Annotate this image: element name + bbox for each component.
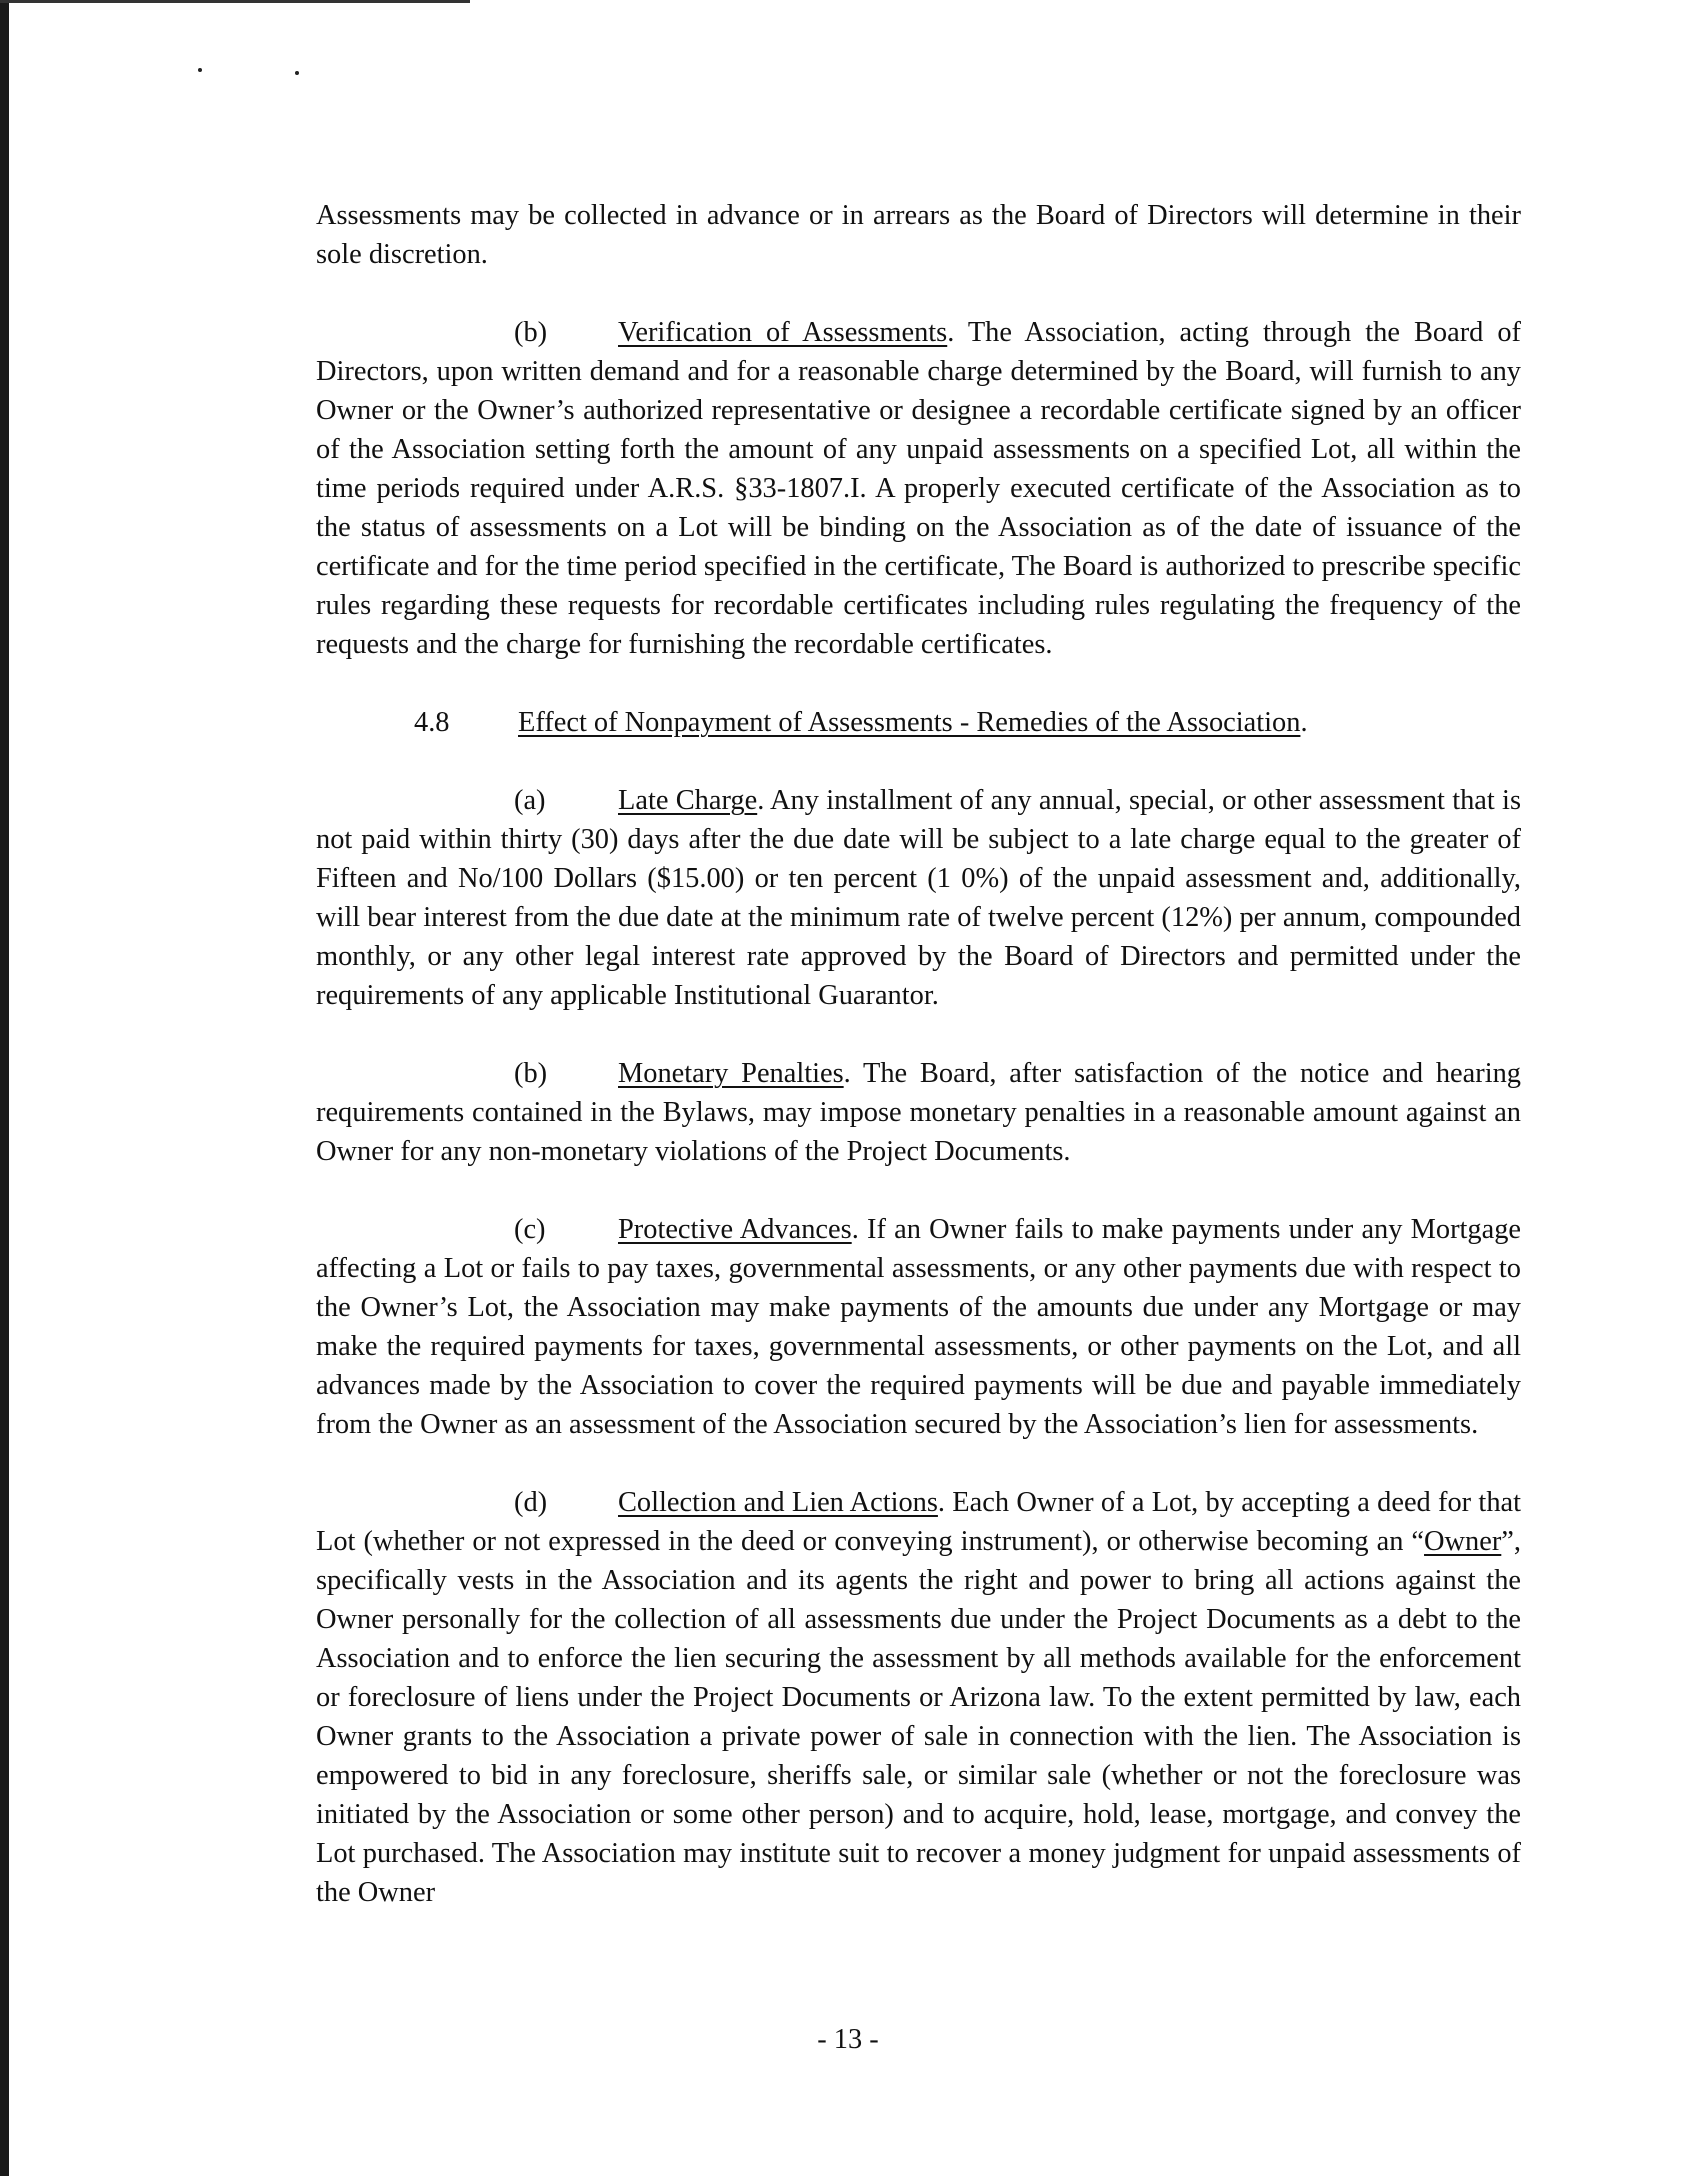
paragraph-number: (b) [514,1058,548,1089]
paragraph-number: (d) [514,1487,548,1518]
collection-lien-paragraph [316,1483,1521,1912]
section-title: Effect of Nonpayment of Assessments - Remedies of the Association [518,707,1301,738]
paragraph-text: . Each Owner of a Lot, by accepting a deed for that Lot (whether or not expressed in the deed or conveying instrument), or otherwise becoming an “ [316,1487,1522,1557]
paragraph-text: . If an Owner fails to make payments under any Mortgage affecting a Lot or fails to pay taxes, governmental assessments, or any other payments due with respect to the Owner’s Lot, the Association may make payments of the amounts due under any Mortgage or may make the required payments for taxes, governmental assessments, or other payments on the Lot, and all advances made by the Association to cover the required payments will be due and payable immediately from the Owner as an assessment of the Association secured by the Association’s lien for assessments. [316,1214,1522,1440]
paragraph-text: . Any installment of any annual, special, or other assessment that is not paid within thirty (30) days after the due date will be subject to a late charge equal to the greater of Fifteen and No/100 Dollars ($15.00) or ten percent (1 0%) of the unpaid assessment and, additionally, will bear interest from the due date at the minimum rate of twelve percent (12%) per annum, compounded monthly, or any other legal interest rate approved by the Board of Directors and permitted under the requirements of any applicable Institutional Guarantor. [316,785,1521,1011]
scan-speck [198,68,202,72]
scan-top-line [0,0,470,3]
late-charge-paragraph [316,781,1521,1015]
paragraph-number: (b) [514,317,548,348]
section-heading-4-8 [316,703,1521,742]
owner-term: Owner [1424,1526,1502,1557]
verification-paragraph [316,313,1521,664]
section-title-period: . [1300,707,1308,738]
paragraph-heading: Protective Advances [618,1214,852,1245]
document-body [316,196,1521,1912]
scan-left-edge [0,0,9,2176]
scan-speck [295,71,299,75]
paragraph-text-continued: ”, specifically vests in the Association and its agents the right and power to bring all actions against the Owner personally for the collection of all assessments due under the Project Documents as a debt to the Association and to enforce the lien securing the assessment by all methods available for the enforcement or foreclosure of liens under the Project Documents or Arizona law. To the extent permitted by law, each Owner grants to the Association a private power of sale in connection with the lien. The Association is empowered to bid in any foreclosure, sheriffs sale, or similar sale (whether or not the foreclosure was initiated by the Association or some other person) and to acquire, hold, lease, mortgage, and convey the Lot purchased. The Association may institute suit to recover a money judgment for unpaid assessments of the Owner [316,1526,1521,1908]
paragraph-heading: Late Charge [618,785,758,816]
paragraph-heading: Monetary Penalties [618,1058,844,1089]
paragraph-heading: Verification of Assessments [618,317,948,348]
opening-paragraph [316,196,1521,274]
paragraph-number: (c) [514,1214,546,1245]
paragraph-heading: Collection and Lien Actions [618,1487,938,1518]
page-number: - 13 - [817,2024,879,2055]
section-number: 4.8 [414,707,450,738]
opening-text: Assessments may be collected in advance or in arrears as the Board of Directors will determine in their sole discretion. [316,200,1521,270]
protective-advances-paragraph [316,1210,1521,1444]
paragraph-text: . The Association, acting through the Board of Directors, upon written demand and for a reasonable charge determined by the Board, will furnish to any Owner or the Owner’s authorized representative or designee a recordable certificate signed by an officer of the Association setting forth the amount of any unpaid assessments on a specified Lot, all within the time periods required under A.R.S. §33-1807.I. A properly executed certificate of the Association as to the status of assessments on a Lot will be binding on the Association as of the date of issuance of the certificate and for the time period specified in the certificate, The Board is authorized to prescribe specific rules regarding these requests for recordable certificates including rules regulating the frequency of the requests and the charge for furnishing the recordable certificates. [316,317,1521,660]
paragraph-number: (a) [514,785,546,816]
monetary-penalties-paragraph [316,1054,1521,1171]
paragraph-text: . The Board, after satisfaction of the notice and hearing requirements contained in the Bylaws, may impose monetary penalties in a reasonable amount against an Owner for any non-monetary violations of the Project Documents. [316,1058,1521,1167]
